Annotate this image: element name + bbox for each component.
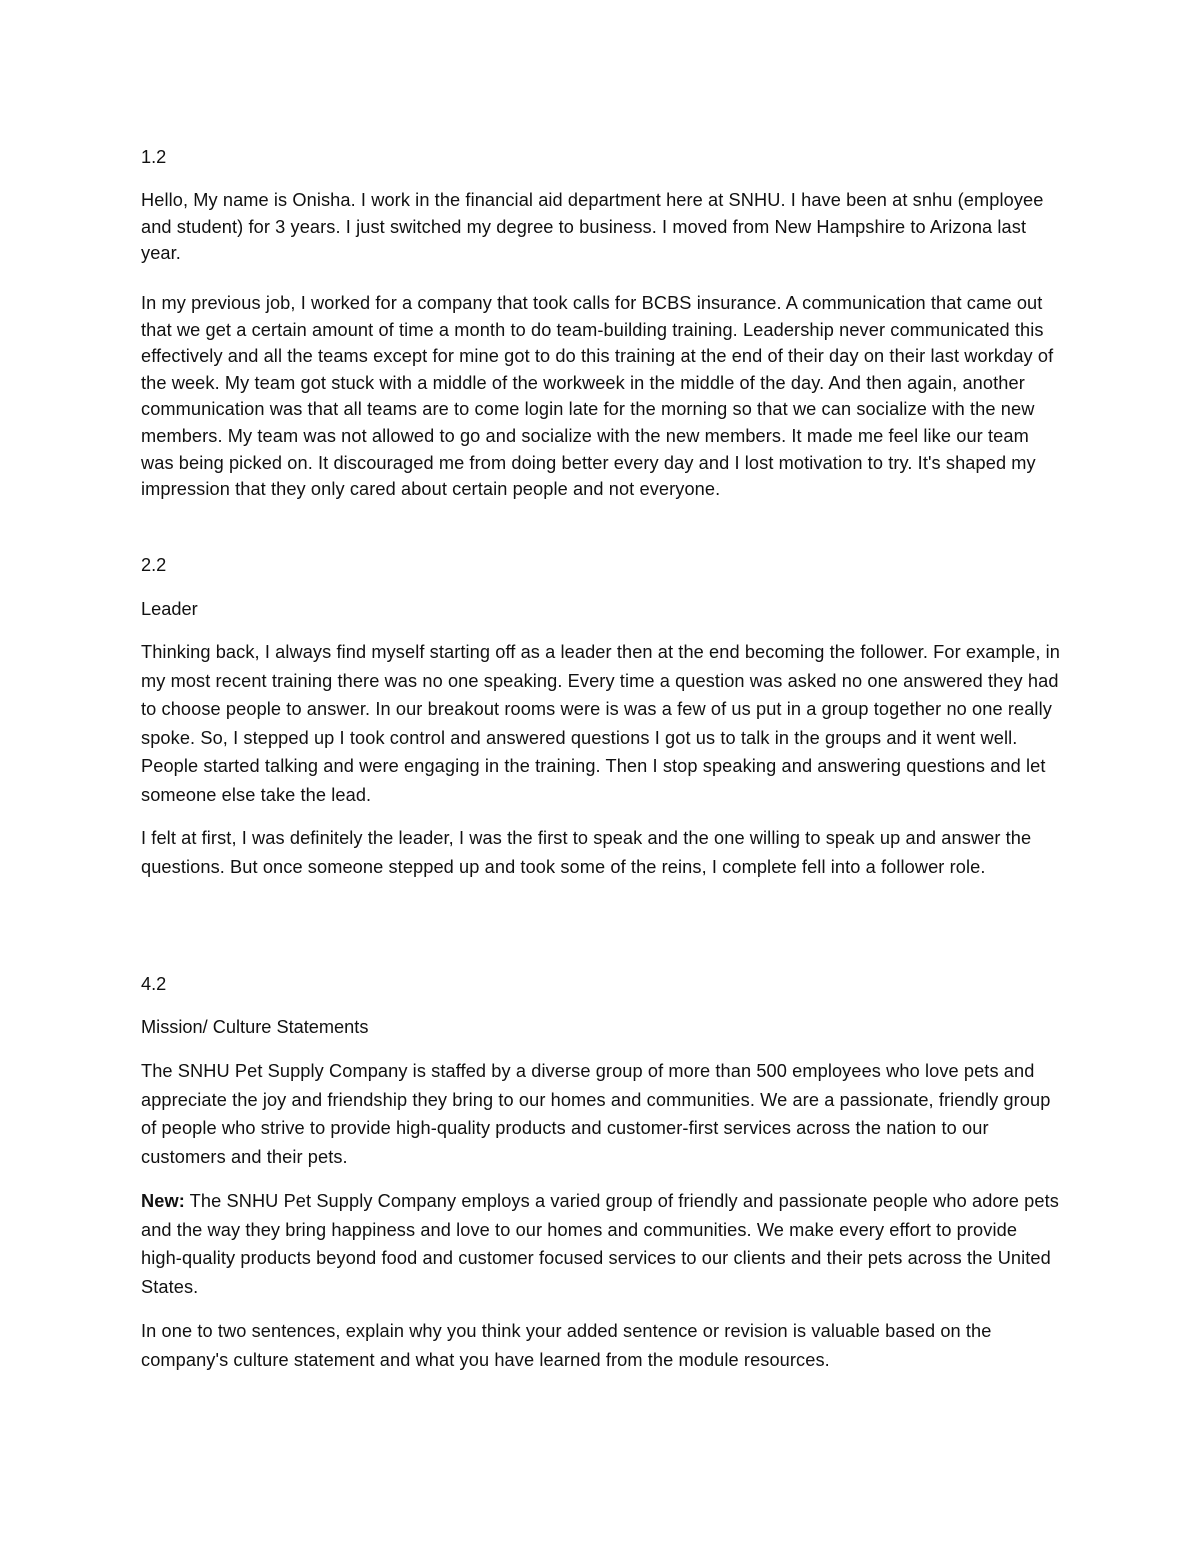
section-heading-4-2: 4.2 — [141, 974, 167, 994]
leader-paragraph-1: Thinking back, I always find myself starting off as a leader then at the end becoming the follower. For example, in my most recent training there was no one speaking. Every time a question was asked no one answered they had to choose people to answer. In our breakout rooms were is was a few of us put in a group together no one really spoke. So, I stepped up I took control and answered questions I got us to talk in the groups and it went well. People started talking and were engaging in the training. Then I stop speaking and answering questions and let someone else take the lead. — [141, 642, 1060, 805]
new-statement-text: The SNHU Pet Supply Company employs a varied group of friendly and passionate people who adore pets and the way they bring happiness and love to our homes and communities. We make every effort to provide high-quality products beyond food and customer focused services to our clients and their pets across the United States. — [141, 1191, 1059, 1297]
leader-paragraph-2: I felt at first, I was definitely the leader, I was the first to speak and the one willing to speak up and answer the questions. But once someone stepped up and took some of the reins, I complete fell into a follower role. — [141, 828, 1032, 877]
new-mission-statement — [141, 1187, 1061, 1301]
section-heading-2-2: 2.2 — [141, 555, 167, 575]
previous-job-paragraph: In my previous job, I worked for a company that took calls for BCBS insurance. A communication that came out that we get a certain amount of time a month to do team-building training. Leadership never communicated this effectively and all the teams except for mine got to do this training at the end of their day on their last workday of the week. My team got stuck with a middle of the workweek in the middle of the day. And then again, another communication was that all teams are to come login late for the morning so that we can socialize with the new members. My team was not allowed to go and socialize with the new members. It made me feel like our team was being picked on. It discouraged me from doing better every day and I lost motivation to try. It's shaped my impression that they only cared about certain people and not everyone. — [141, 293, 1054, 500]
section-heading-1-2: 1.2 — [141, 147, 167, 167]
reflection-prompt: In one to two sentences, explain why you think your added sentence or revision is valuable based on the company's culture statement and what you have learned from the module resources. — [141, 1321, 992, 1370]
mission-subheading: Mission/ Culture Statements — [141, 1017, 369, 1037]
leader-subheading: Leader — [141, 599, 198, 619]
intro-paragraph: Hello, My name is Onisha. I work in the financial aid department here at SNHU. I have been at snhu (employee and student) for 3 years. I just switched my degree to business. I moved from New Hampshire to Arizona last year. — [141, 190, 1044, 264]
new-label: New: — [141, 1191, 185, 1211]
original-mission-statement: The SNHU Pet Supply Company is staffed by a diverse group of more than 500 employees who love pets and appreciate the joy and friendship they bring to our homes and communities. We are a passionate, friendly group of people who strive to provide high-quality products and customer-first services across the nation to our customers and their pets. — [141, 1061, 1051, 1167]
